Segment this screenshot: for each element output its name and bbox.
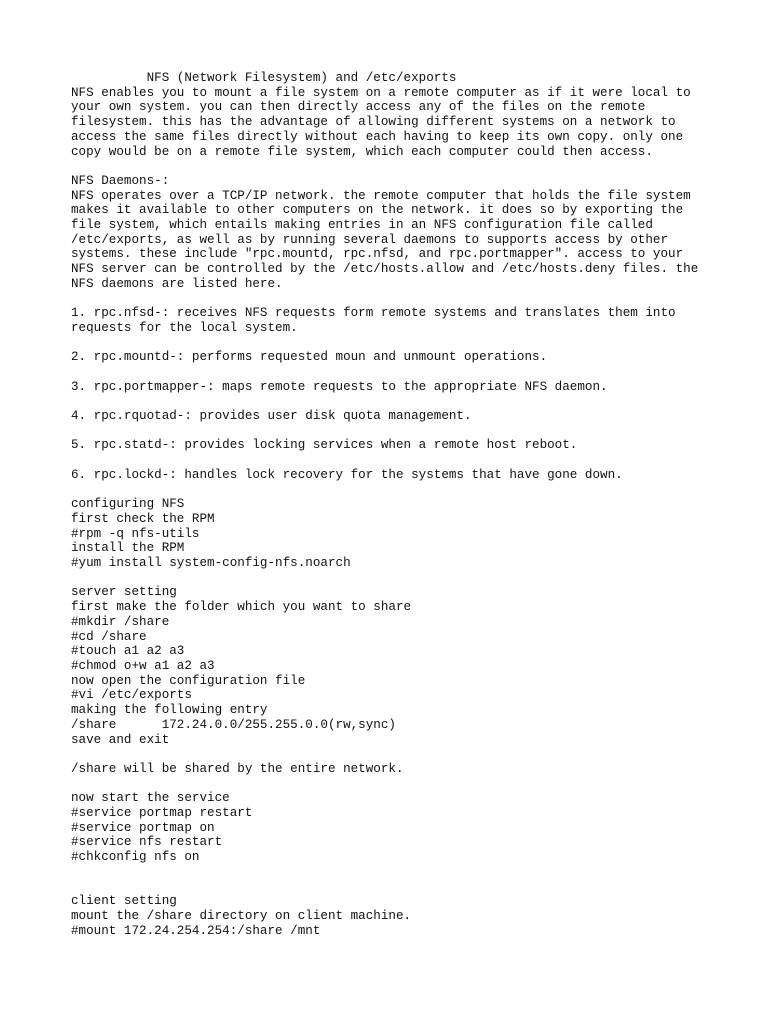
daemon-item-lockd: 6. rpc.lockd-: handles lock recovery for the systems that have gone down. xyxy=(71,467,623,482)
shared-note: /share will be shared by the entire network. xyxy=(71,761,404,776)
intro-paragraph: NFS enables you to mount a file system on a remote computer as if it were local to your own system. you can then directly access any of the files on the remote filesystem. this has the advantage of allowing different systems on a network to access the same files directly without each having to keep its own copy. only one copy would be on a remote file system, which each computer could then access. xyxy=(71,85,691,159)
spacer xyxy=(71,424,731,439)
document-page xyxy=(71,71,731,938)
spacer xyxy=(71,365,731,380)
spacer xyxy=(71,571,731,586)
server-setting-section: server setting first make the folder which you want to share #mkdir /share #cd /share #touch a1 a2 a3 #chmod o+w a1 a2 a3 now open the configuration file #vi /etc/exports making the following entry /share 172.24.0.0/255.255.0.0(rw,sync) save and exit xyxy=(71,585,412,747)
spacer xyxy=(71,159,731,174)
daemons-heading: NFS Daemons-: xyxy=(71,173,170,188)
configuring-section: configuring NFS first check the RPM #rpm -q nfs-utils install the RPM #yum install system-config-nfs.noarch xyxy=(71,497,351,571)
spacer xyxy=(71,483,731,498)
start-service-section: now start the service #service portmap restart #service portmap on #service nfs restart #chkconfig nfs on xyxy=(71,791,253,865)
spacer xyxy=(71,453,731,468)
spacer xyxy=(71,747,731,762)
spacer xyxy=(71,336,731,351)
daemon-item-mountd: 2. rpc.mountd-: performs requested moun and unmount operations. xyxy=(71,350,548,365)
document-title: NFS (Network Filesystem) and /etc/exports xyxy=(71,71,457,85)
daemons-paragraph: NFS operates over a TCP/IP network. the remote computer that holds the file system makes it available to other computers on the network. it does so by exporting the file system, which entails making entries in an NFS configuration file called /etc/exports, as well as by running several daemons to supports access by other systems. these include "rpc.mountd, rpc.nfsd, and rpc.portmapper". access to your NFS server can be controlled by the /etc/hosts.allow and /etc/hosts.deny files. the NFS daemons are listed here. xyxy=(71,188,699,291)
spacer xyxy=(71,777,731,792)
daemon-item-portmapper: 3. rpc.portmapper-: maps remote requests to the appropriate NFS daemon. xyxy=(71,379,608,394)
daemon-item-nfsd: 1. rpc.nfsd-: receives NFS requests form remote systems and translates them into requests for the local system. xyxy=(71,306,676,335)
client-setting-section: client setting mount the /share directory on client machine. #mount 172.24.254.254:/share /mnt xyxy=(71,894,412,938)
daemon-item-statd: 5. rpc.statd-: provides locking services when a remote host reboot. xyxy=(71,438,578,453)
spacer xyxy=(71,292,731,307)
spacer xyxy=(71,879,731,894)
daemon-item-rquotad: 4. rpc.rquotad-: provides user disk quota management. xyxy=(71,409,472,424)
spacer xyxy=(71,394,731,409)
spacer xyxy=(71,865,731,880)
